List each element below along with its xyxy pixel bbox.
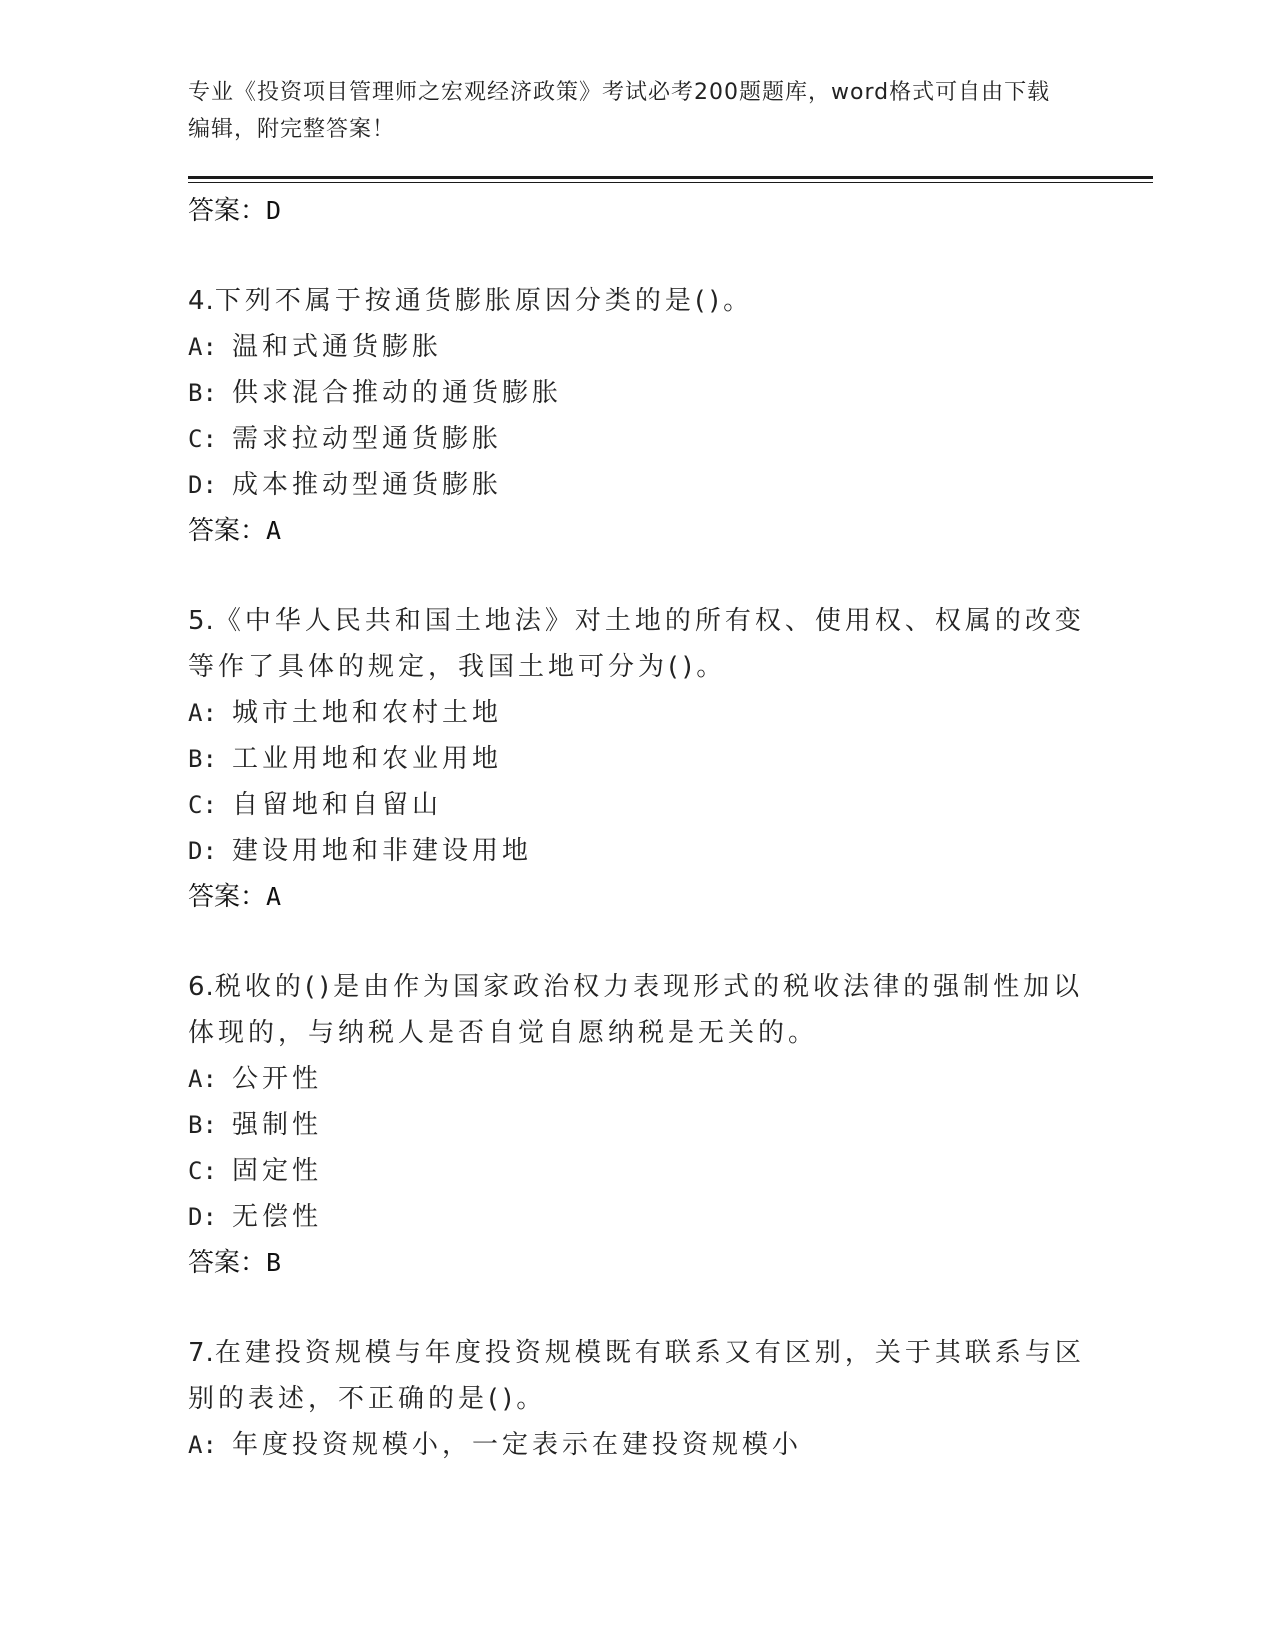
answer-line (188, 874, 1088, 920)
option-letter: B: (188, 379, 217, 407)
answer-value: A (266, 516, 282, 545)
question-list (188, 188, 1088, 1468)
question-body: 下列不属于按通货膨胀原因分类的是()。 (214, 286, 754, 316)
option-item (188, 782, 1088, 828)
option-text: 年度投资规模小，一定表示在建投资规模小 (232, 1430, 803, 1460)
question-body: 《中华人民共和国土地法》对土地的所有权、使用权、权属的改变等作了具体的规定，我国土地可分为()。 (188, 606, 1085, 682)
option-letter: C: (188, 1157, 217, 1185)
option-text: 城市土地和农村土地 (232, 698, 503, 728)
option-item (188, 370, 1088, 416)
header-divider-thin (188, 182, 1153, 183)
answer-line (188, 188, 1088, 234)
option-text: 公开性 (232, 1064, 323, 1094)
header-divider-thick (188, 176, 1153, 179)
option-letter: A: (188, 1065, 217, 1093)
answer-label: 答案： (188, 882, 267, 912)
option-text: 温和式通货膨胀 (232, 332, 443, 362)
answer-value: A (266, 882, 282, 911)
option-item (188, 828, 1088, 874)
question-text (188, 598, 1088, 690)
answer-line (188, 1240, 1088, 1286)
document-header: 专业《投资项目管理师之宏观经济政策》考试必考200题题库，word格式可自由下载编辑，附完整答案！ (188, 80, 1051, 142)
answer-label: 答案： (188, 516, 267, 546)
option-letter: C: (188, 425, 217, 453)
option-letter: A: (188, 699, 217, 727)
option-text: 建设用地和非建设用地 (232, 836, 533, 866)
question-number: 4. (188, 286, 215, 316)
option-text: 无偿性 (232, 1202, 323, 1232)
question-number: 6. (188, 972, 215, 1002)
question-number: 5. (188, 606, 215, 636)
question-body: 税收的()是由作为国家政治权力表现形式的税收法律的强制性加以体现的，与纳税人是否自觉自愿纳税是无关的。 (188, 972, 1084, 1048)
option-item (188, 416, 1088, 462)
option-letter: D: (188, 837, 217, 865)
option-text: 需求拉动型通货膨胀 (232, 424, 503, 454)
option-item (188, 1194, 1088, 1240)
question-body: 在建投资规模与年度投资规模既有联系又有区别，关于其联系与区别的表述，不正确的是()。 (188, 1338, 1085, 1414)
option-letter: A: (188, 333, 217, 361)
question-number: 7. (188, 1338, 215, 1368)
option-text: 自留地和自留山 (232, 790, 443, 820)
option-item (188, 690, 1088, 736)
option-item (188, 736, 1088, 782)
question-text (188, 1330, 1088, 1422)
option-letter: B: (188, 1111, 217, 1139)
option-text: 成本推动型通货膨胀 (232, 470, 503, 500)
option-item (188, 324, 1088, 370)
answer-label: 答案： (188, 196, 267, 226)
option-item (188, 1148, 1088, 1194)
question-text (188, 964, 1088, 1056)
option-letter: B: (188, 745, 217, 773)
option-text: 供求混合推动的通货膨胀 (232, 378, 563, 408)
option-letter: D: (188, 1203, 217, 1231)
option-item (188, 462, 1088, 508)
answer-value: B (266, 1248, 282, 1277)
option-text: 工业用地和农业用地 (232, 744, 503, 774)
option-letter: A: (188, 1431, 217, 1459)
option-text: 固定性 (232, 1156, 323, 1186)
answer-value: D (266, 196, 282, 225)
option-item (188, 1056, 1088, 1102)
option-text: 强制性 (232, 1110, 323, 1140)
option-item (188, 1422, 1088, 1468)
answer-line (188, 508, 1088, 554)
option-letter: D: (188, 471, 217, 499)
answer-label: 答案： (188, 1248, 267, 1278)
question-text (188, 278, 1088, 324)
option-letter: C: (188, 791, 217, 819)
option-item (188, 1102, 1088, 1148)
